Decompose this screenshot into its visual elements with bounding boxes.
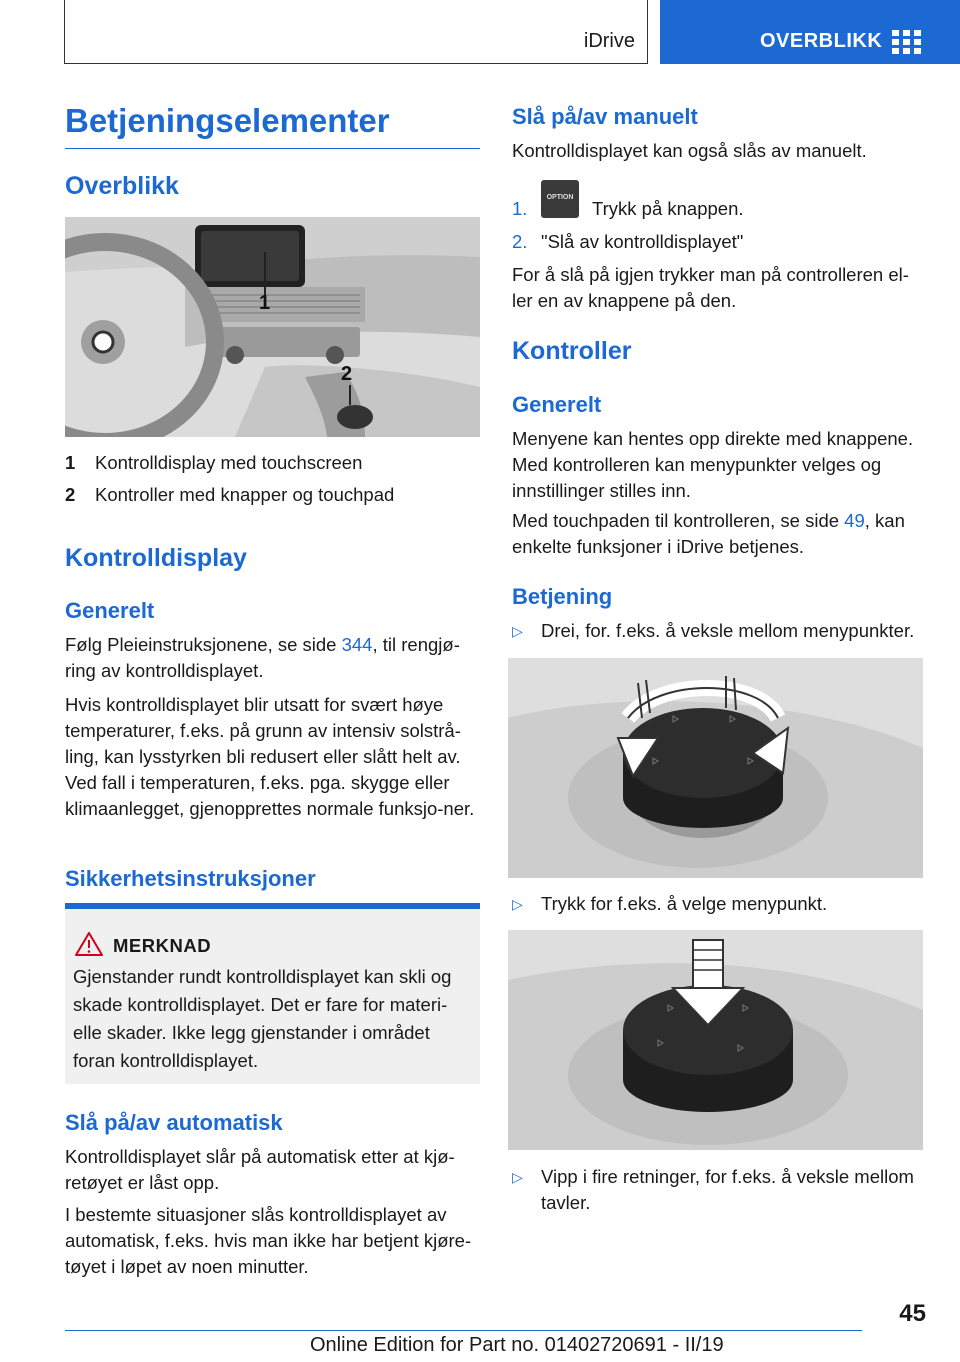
grid-icon: [892, 30, 922, 54]
controller-general-para-1: Menyene kan hentes opp direkte med knappene. Med kontrolleren kan menypunkter velges og innstillinger stilles inn.: [512, 428, 914, 501]
triangle-bullet-icon: ▷: [512, 1169, 523, 1185]
display-general-para-1: Følg Pleieinstruksjonene, se side 344, til rengjø‐ring av kontrolldisplayet.: [65, 634, 460, 681]
bullet-item: [512, 891, 926, 917]
step-text: Trykk på knappen.: [592, 198, 744, 219]
legend-text: Kontroller med knapper og touchpad: [95, 484, 395, 505]
step-text: "Slå av kontrolldisplayet": [541, 231, 744, 252]
header-tab-overview[interactable]: [660, 0, 960, 64]
warning-box: [65, 903, 480, 1084]
step-number: 1.: [512, 198, 528, 219]
controller-general-para-2: Med touchpaden til kontrolleren, se side 49, kan enkelte funksjoner i iDrive betjenes.: [512, 510, 905, 557]
display-heading: Kontrolldisplay: [65, 544, 247, 572]
header-tab-label: OVERBLIKK: [760, 30, 883, 52]
auto-heading: Slå på/av automatisk: [65, 1110, 283, 1135]
safety-heading: Sikkerhetsinstruksjoner: [65, 866, 316, 891]
title-rule: [65, 148, 480, 149]
warning-text: Gjenstander rundt kontrolldisplayet kan skli og skade kontrolldisplayet. Det er fare for materi‐elle skader. Ikke legg gjenstander i området foran kontrolldisplayet.: [73, 966, 452, 1071]
cockpit-illustration: [65, 217, 480, 437]
display-general-para-2: Hvis kontrolldisplayet blir utsatt for svært høye temperaturer, f.eks. på grunn av intensiv solstrå‐ling, kan lysstyrken bli redusert eller slått helt av. Ved fall i temperaturen, f.eks. pga. skygge eller klimaanlegget, gjenopprettes normale funksjo‐ner.: [65, 694, 475, 819]
bullet-text: Trykk for f.eks. å velge menypunkt.: [541, 893, 828, 914]
header-section-label: iDrive: [583, 30, 635, 52]
callout-1: 1: [259, 292, 271, 314]
auto-para-1: Kontrolldisplayet slår på automatisk etter at kjø‐retøyet er låst opp.: [65, 1146, 455, 1193]
warning-icon: [75, 931, 103, 957]
controller-rotate-illustration: [508, 658, 923, 878]
auto-para-2: I bestemte situasjoner slås kontrolldisplayet av automatisk, f.eks. hvis man ikke har betjent kjøre‐tøyet i løpet av noen minutter.: [65, 1204, 472, 1277]
triangle-bullet-icon: ▷: [512, 623, 523, 639]
step-2: [512, 231, 926, 257]
legend-item: [65, 484, 480, 508]
legend-number: 2: [65, 484, 76, 505]
operation-heading: Betjening: [512, 584, 613, 609]
step-number: 2.: [512, 231, 528, 252]
overview-heading: Overblikk: [65, 172, 179, 200]
bullet-item: [512, 1164, 926, 1216]
header-box: [64, 0, 648, 64]
controller-press-illustration: [508, 930, 923, 1150]
manual-para: For å slå på igjen trykker man på controlleren el‐ler en av knappene på den.: [512, 264, 909, 311]
legend-text: Kontrolldisplay med touchscreen: [95, 452, 363, 473]
page-link-49[interactable]: 49: [844, 510, 865, 531]
page-link-344[interactable]: 344: [341, 634, 373, 655]
manual-heading: Slå på/av manuelt: [512, 104, 698, 129]
page-title: Betjeningselementer: [65, 102, 390, 139]
step-1: [512, 194, 926, 224]
footer-edition: Online Edition for Part no. 01402720691 - II/19: [310, 1334, 724, 1356]
bullet-text: Vipp i fire retninger, for f.eks. å veksle mellom tavler.: [541, 1166, 914, 1213]
warning-bar: [65, 903, 480, 909]
manual-intro: Kontrolldisplayet kan også slås av manuelt.: [512, 140, 867, 161]
legend-item: [65, 452, 480, 476]
legend-number: 1: [65, 452, 76, 473]
controller-general-heading: Generelt: [512, 392, 602, 417]
page-number: 45: [899, 1300, 926, 1327]
bullet-item: [512, 618, 926, 644]
callout-2: 2: [341, 363, 353, 385]
triangle-bullet-icon: ▷: [512, 896, 523, 912]
bullet-text: Drei, for. f.eks. å veksle mellom menypunkter.: [541, 620, 915, 641]
controller-heading: Kontroller: [512, 337, 632, 365]
footer-rule: [65, 1330, 862, 1331]
warning-title: MERKNAD: [113, 935, 212, 956]
option-button-icon: OPTION: [541, 180, 579, 218]
display-general-heading: Generelt: [65, 598, 155, 623]
